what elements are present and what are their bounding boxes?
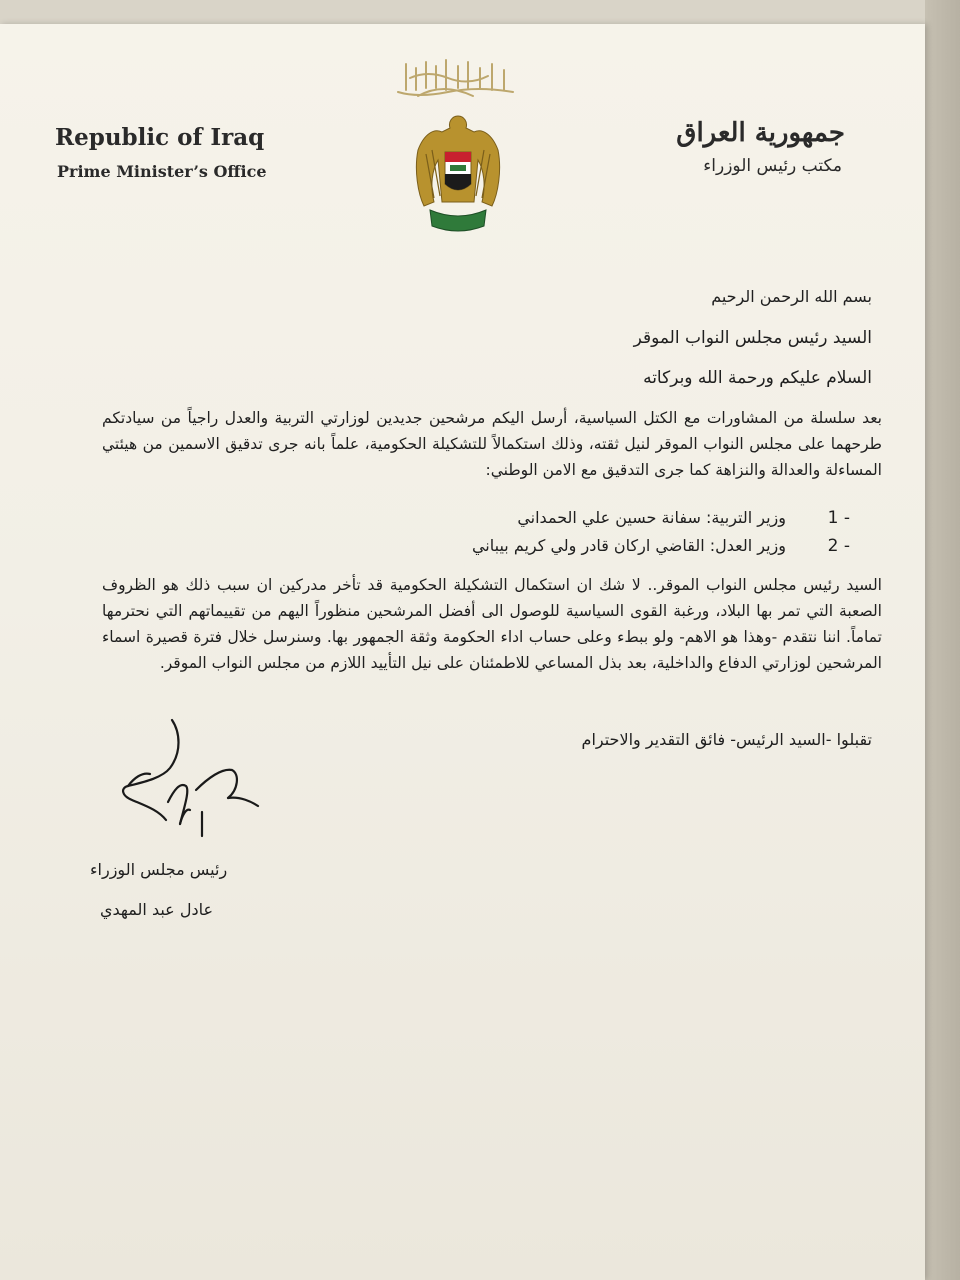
candidate-item <box>350 536 850 560</box>
candidate-number: 2 - <box>827 536 850 556</box>
signatory-name: عادل عبد المهدي <box>100 900 213 919</box>
closing-line: تقبلوا -السيد الرئيس- فائق التقدير والاحترام <box>581 730 872 749</box>
addressee-line: السيد رئيس مجلس النواب الموقر <box>633 328 872 348</box>
handwritten-signature <box>110 712 270 852</box>
background-edge-top <box>0 0 925 24</box>
background-edge-right <box>925 0 960 1280</box>
candidate-item <box>350 508 850 532</box>
basmala-line: بسم الله الرحمن الرحيم <box>711 287 872 306</box>
english-letterhead-subtitle: Prime Minister’s Office <box>57 162 267 181</box>
signatory-title: رئيس مجلس الوزراء <box>90 860 228 879</box>
basmala-calligraphy-logo <box>388 52 523 102</box>
paragraph-government-formation: السيد رئيس مجلس النواب الموقر.. لا شك ان استكمال التشكيلة الحكومية قد تأخر مدركين ان سبب ذلك هو الظروف الصعبة التي تمر بها البلاد، ورغبة القوى السياسية للوصول الى أفضل المرشحين منظوراً اليهم من تقييماتهم التي نحترمها تماماً. اننا نتقدم -وهذا هو الاهم- ولو ببطء وعلى حساب اداء الحكومة وثقة الجمهور بها. وسنرسل خلال فترة قصيرة اسماء المرشحين لوزارتي الدفاع والداخلية، بعد بذل المساعي للاطمئنان على نيل التأييد اللازم من مجلس النواب الموقر. <box>102 576 882 672</box>
iraq-eagle-emblem <box>412 110 504 240</box>
arabic-letterhead-subtitle: مكتب رئيس الوزراء <box>703 156 842 176</box>
candidate-text: وزير العدل: القاضي اركان قادر ولي كريم بيباني <box>471 536 786 555</box>
paragraph-candidates-intro: بعد سلسلة من المشاورات مع الكتل السياسية، أرسل اليكم مرشحين جديدين لوزارتي التربية والعدل راجياً من سيادتكم طرحهما على مجلس النواب الموقر لنيل ثقته، وذلك استكمالاً للتشكيلة الحكومية، علماً بانه جرى تدقيق الاسمين من هيئتي المساءلة والعدالة والنزاهة كما جرى التدقيق مع الامن الوطني: <box>102 409 882 479</box>
candidate-number: 1 - <box>827 508 850 528</box>
arabic-letterhead-title: جمهورية العراق <box>676 118 845 148</box>
candidate-text: وزير التربية: سفانة حسين علي الحمداني <box>517 508 786 527</box>
english-letterhead-title: Republic of Iraq <box>55 124 265 151</box>
greeting-line: السلام عليكم ورحمة الله وبركاته <box>643 368 872 388</box>
